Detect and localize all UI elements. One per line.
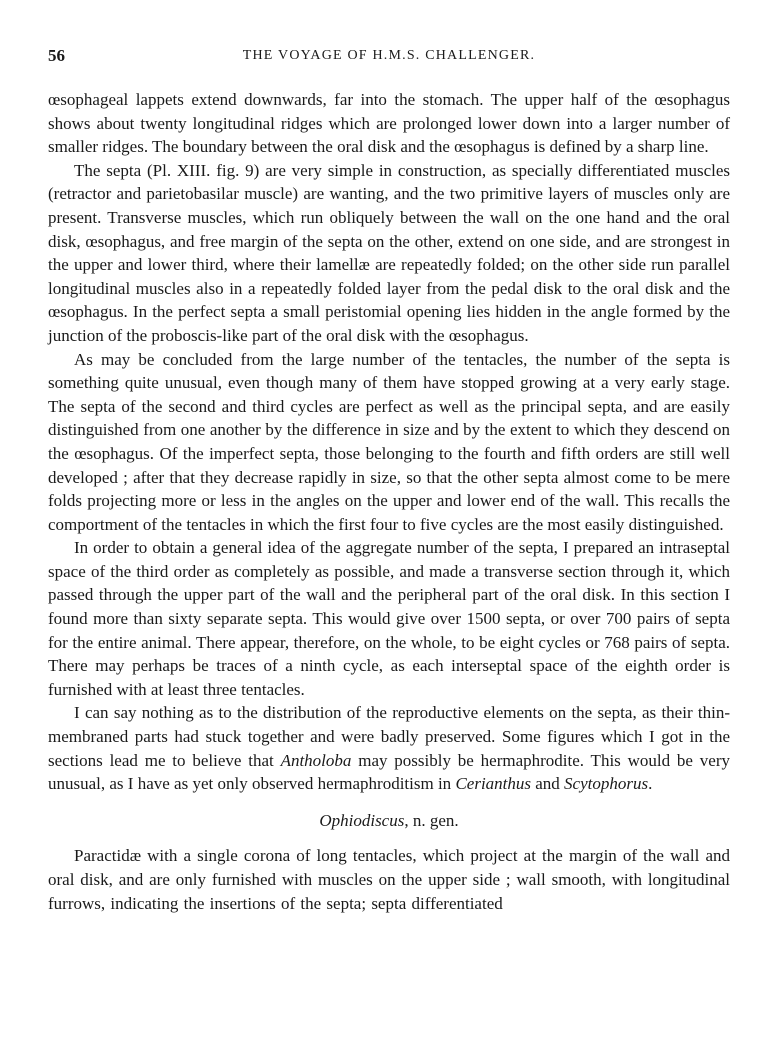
genus-name-scytophorus: Scytophorus	[564, 774, 649, 794]
genus-name-antholoba: Antholoba	[280, 750, 352, 770]
paragraph-septa-construction: The septa (Pl. XIII. fig. 9) are very simple in construction, as specially differentiated muscles (retractor and parietobasilar muscle) are wanting, and the two primitive layers of muscles only are present. Transverse muscles, which run obliquely between the wall on the one hand and the oral disk, œsophagus, and free margin of the septa on the other, extend on one side, and are strongest in the upper and lower third, where their lamellæ are repeatedly folded; on the other side run parallel longitudinal muscles also in a repeatedly folded layer from the pedal disk to the oral disk and the œsophagus. In the perfect septa a small peristomial opening lies hidden in the angle formed by the junction of the proboscis-like part of the oral disk with the œsophagus.	[48, 160, 730, 345]
genus-heading-suffix: , n. gen.	[404, 810, 459, 830]
text-run: I can say nothing as to the distribution of the reproductive elements on the septa, as their thin-membraned parts had stuck together and were badly preserved. Some figures which I got in the sections lead me to believe that	[48, 703, 730, 770]
paragraph-reproductive-elements	[48, 701, 730, 795]
paragraph-oesophagus: œsophageal lappets extend downwards, far into the stomach. The upper half of the œsophagus shows about twenty longitudinal ridges which are prolonged lower down into a larger number of smaller ridges. The boundary between the oral disk and the œsophagus is defined by a sharp line.	[48, 90, 730, 157]
running-title: THE VOYAGE OF H.M.S. CHALLENGER.	[242, 48, 536, 63]
paragraph-septa-number: As may be concluded from the large number of the tentacles, the number of the septa is something quite unusual, even though many of them have stopped growing at a very early stage. The septa of the second and third cycles are perfect as well as the principal septa, and are easily distinguished from one another by the difference in size and by the extent to which they descend on the œsophagus. Of the imperfect septa, those belonging to the fourth and fifth orders are still well developed ; after that they decrease rapidly in size, so that the other septa almost come to be mere folds projecting more or less in the angles on the upper and lower end of the wall. This recalls the comportment of the tentacles in which the first four to five cycles are the most easily distinguished.	[48, 349, 730, 534]
text-run: .	[648, 774, 653, 794]
section-heading-ophiodiscus	[48, 809, 730, 833]
page-number: 56	[48, 46, 65, 65]
paragraph-genus-diagnosis: Paractidæ with a single corona of long tentacles, which project at the margin of the wall and oral disk, and are only furnished with muscles on the upper side ; wall smooth, with longitudinal furrows, indicating the insertions of the septa; septa differentiated	[48, 846, 730, 913]
genus-name-cerianthus: Cerianthus	[455, 774, 531, 794]
body-text	[48, 88, 730, 915]
paragraph-aggregate-count: In order to obtain a general idea of the aggregate number of the septa, I prepared an intraseptal space of the third order as completely as possible, and made a transverse section through it, which passed through the upper part of the wall and the peripheral part of the oral disk. In this section I found more than sixty separate septa. This would give over 1500 septa, or over 700 pairs of septa for the entire animal. There appear, therefore, on the whole, to be eight cycles or 768 pairs of septa. There may perhaps be traces of a ninth cycle, as each interseptal space of the eighth order is furnished with at least three tentacles.	[48, 538, 730, 699]
text-run: and	[531, 774, 565, 794]
genus-heading-name: Ophiodiscus	[319, 810, 405, 830]
text-run: may possibly be hermaphrodite. This would be very unusual, as I have as yet only observed hermaphroditism in	[48, 750, 730, 794]
running-head	[48, 46, 730, 70]
